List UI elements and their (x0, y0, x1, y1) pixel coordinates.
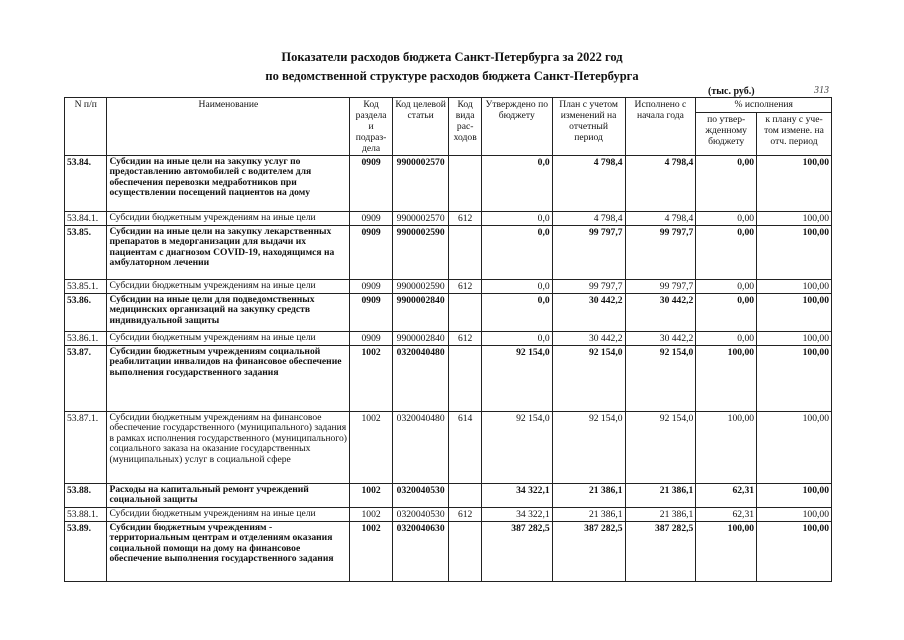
row-plan: 99 797,7 (552, 280, 625, 294)
row-pct-plan: 100,00 (757, 332, 832, 346)
header-pct-plan: к плану с уче-том измене. на отч. период (757, 113, 832, 156)
table-row (65, 156, 832, 212)
row-number: 53.86.1. (65, 332, 107, 346)
row-article-code: 9900002590 (392, 226, 449, 280)
row-name: Субсидии бюджетным учреждениям на иные цели (107, 508, 350, 522)
row-name: Субсидии бюджетным учреждениям на финансовое обеспечение государственного (муниципального) задания в рамках исполнения государственного (муниципального) социального заказа на оказание государственных (муниципальных) услуг в социальной сфере (107, 412, 350, 484)
row-pct-plan: 100,00 (757, 280, 832, 294)
row-kind-code (449, 294, 481, 332)
row-section-code: 0909 (350, 156, 392, 212)
header-pct-approved: по утвер-жденному бюджету (696, 113, 757, 156)
row-kind-code (449, 484, 481, 508)
header-kind: Код вида рас-ходов (449, 98, 481, 156)
row-pct-approved: 0,00 (696, 156, 757, 212)
row-article-code: 9900002570 (392, 156, 449, 212)
row-plan: 4 798,4 (552, 156, 625, 212)
row-approved: 0,0 (481, 332, 552, 346)
row-approved: 0,0 (481, 294, 552, 332)
header-article: Код целевой статьи (392, 98, 449, 156)
row-approved: 387 282,5 (481, 522, 552, 582)
page-number: 313 (814, 85, 829, 96)
row-article-code: 0320040530 (392, 508, 449, 522)
row-name: Субсидии бюджетным учреждениям социальной реабилитации инвалидов на финансовое обеспечение выполнения государственного задания (107, 346, 350, 412)
row-article-code: 9900002570 (392, 212, 449, 226)
row-executed: 92 154,0 (625, 346, 696, 412)
row-article-code: 0320040530 (392, 484, 449, 508)
row-number: 53.88.1. (65, 508, 107, 522)
table-row (65, 332, 832, 346)
table-row (65, 226, 832, 280)
row-section-code: 0909 (350, 280, 392, 294)
row-executed: 99 797,7 (625, 226, 696, 280)
row-name: Субсидии на иные цели для подведомственных медицинских организаций на закупку средств индивидуальной защиты (107, 294, 350, 332)
row-pct-plan: 100,00 (757, 156, 832, 212)
row-executed: 21 386,1 (625, 484, 696, 508)
row-number: 53.84. (65, 156, 107, 212)
row-section-code: 1002 (350, 484, 392, 508)
header-pct-group: % исполнения (696, 98, 832, 113)
row-name: Субсидии на иные цели на закупку лекарственных препаратов в медорганизации для выдачи их пациентам с диагнозом COVID-19, находящимся на амбулаторном лечении (107, 226, 350, 280)
row-approved: 34 322,1 (481, 508, 552, 522)
header-approved: Утверждено по бюджету (481, 98, 552, 156)
row-section-code: 0909 (350, 294, 392, 332)
row-pct-approved: 0,00 (696, 332, 757, 346)
row-name: Субсидии бюджетным учреждениям на иные цели (107, 212, 350, 226)
report-subtitle: по ведомственной структуре расходов бюджета Санкт-Петербурга (265, 69, 639, 83)
row-kind-code: 612 (449, 332, 481, 346)
row-pct-approved: 0,00 (696, 280, 757, 294)
row-kind-code: 614 (449, 412, 481, 484)
row-plan: 92 154,0 (552, 412, 625, 484)
row-number: 53.85. (65, 226, 107, 280)
row-kind-code (449, 522, 481, 582)
row-kind-code (449, 226, 481, 280)
row-plan: 30 442,2 (552, 294, 625, 332)
table-row (65, 508, 832, 522)
row-plan: 387 282,5 (552, 522, 625, 582)
row-approved: 92 154,0 (481, 412, 552, 484)
row-executed: 387 282,5 (625, 522, 696, 582)
report-title: Показатели расходов бюджета Санкт-Петербурга за 2022 год (281, 50, 623, 64)
row-section-code: 1002 (350, 412, 392, 484)
row-pct-approved: 62,31 (696, 508, 757, 522)
row-number: 53.86. (65, 294, 107, 332)
row-pct-approved: 100,00 (696, 522, 757, 582)
row-section-code: 0909 (350, 212, 392, 226)
row-executed: 99 797,7 (625, 280, 696, 294)
row-executed: 21 386,1 (625, 508, 696, 522)
row-number: 53.84.1. (65, 212, 107, 226)
row-pct-approved: 0,00 (696, 226, 757, 280)
row-pct-approved: 62,31 (696, 484, 757, 508)
row-pct-approved: 100,00 (696, 346, 757, 412)
row-kind-code (449, 156, 481, 212)
row-plan: 92 154,0 (552, 346, 625, 412)
row-kind-code: 612 (449, 508, 481, 522)
row-approved: 0,0 (481, 212, 552, 226)
row-pct-plan: 100,00 (757, 346, 832, 412)
row-article-code: 9900002590 (392, 280, 449, 294)
row-number: 53.85.1. (65, 280, 107, 294)
row-executed: 30 442,2 (625, 294, 696, 332)
row-name: Расходы на капитальный ремонт учреждений социальной защиты (107, 484, 350, 508)
row-approved: 92 154,0 (481, 346, 552, 412)
header-section: Код раздела и подраз-дела (350, 98, 392, 156)
row-executed: 4 798,4 (625, 156, 696, 212)
row-section-code: 0909 (350, 226, 392, 280)
row-pct-plan: 100,00 (757, 484, 832, 508)
table-row (65, 412, 832, 484)
table-row (65, 484, 832, 508)
row-kind-code: 612 (449, 212, 481, 226)
row-article-code: 9900002840 (392, 332, 449, 346)
budget-table (64, 97, 832, 582)
table-row (65, 346, 832, 412)
row-article-code: 0320040480 (392, 346, 449, 412)
row-section-code: 1002 (350, 522, 392, 582)
row-pct-approved: 0,00 (696, 212, 757, 226)
header-name: Наименование (107, 98, 350, 156)
row-plan: 4 798,4 (552, 212, 625, 226)
row-executed: 92 154,0 (625, 412, 696, 484)
row-article-code: 9900002840 (392, 294, 449, 332)
row-section-code: 1002 (350, 508, 392, 522)
row-article-code: 0320040630 (392, 522, 449, 582)
header-executed: Исполнено с начала года (625, 98, 696, 156)
table-row (65, 294, 832, 332)
row-name: Субсидии бюджетным учреждениям на иные цели (107, 332, 350, 346)
row-pct-plan: 100,00 (757, 412, 832, 484)
row-approved: 0,0 (481, 156, 552, 212)
row-number: 53.88. (65, 484, 107, 508)
row-section-code: 1002 (350, 346, 392, 412)
row-kind-code: 612 (449, 280, 481, 294)
row-number: 53.89. (65, 522, 107, 582)
row-pct-plan: 100,00 (757, 226, 832, 280)
table-row (65, 212, 832, 226)
table-row (65, 522, 832, 582)
header-num: N п/п (65, 98, 107, 156)
header-plan: План с учетом изменений на отчетный период (552, 98, 625, 156)
row-pct-approved: 0,00 (696, 294, 757, 332)
row-pct-approved: 100,00 (696, 412, 757, 484)
row-name: Субсидии бюджетным учреждениям на иные цели (107, 280, 350, 294)
row-executed: 30 442,2 (625, 332, 696, 346)
row-name: Субсидии на иные цели на закупку услуг по предоставлению автомобилей с водителем для обеспечения перевозки медработников при осуществлении посещений пациентов на дому (107, 156, 350, 212)
units-label: (тыс. руб.) (708, 86, 755, 97)
row-approved: 34 322,1 (481, 484, 552, 508)
row-pct-plan: 100,00 (757, 522, 832, 582)
row-approved: 0,0 (481, 280, 552, 294)
row-plan: 21 386,1 (552, 508, 625, 522)
row-plan: 21 386,1 (552, 484, 625, 508)
row-section-code: 0909 (350, 332, 392, 346)
row-executed: 4 798,4 (625, 212, 696, 226)
row-approved: 0,0 (481, 226, 552, 280)
row-plan: 30 442,2 (552, 332, 625, 346)
row-pct-plan: 100,00 (757, 212, 832, 226)
row-name: Субсидии бюджетным учреждениям - территориальным центрам и отделениям оказания социальной помощи на дому на финансовое обеспечение выполнения государственного задания (107, 522, 350, 582)
row-pct-plan: 100,00 (757, 508, 832, 522)
row-kind-code (449, 346, 481, 412)
row-number: 53.87.1. (65, 412, 107, 484)
row-article-code: 0320040480 (392, 412, 449, 484)
row-plan: 99 797,7 (552, 226, 625, 280)
row-pct-plan: 100,00 (757, 294, 832, 332)
row-number: 53.87. (65, 346, 107, 412)
table-row (65, 280, 832, 294)
